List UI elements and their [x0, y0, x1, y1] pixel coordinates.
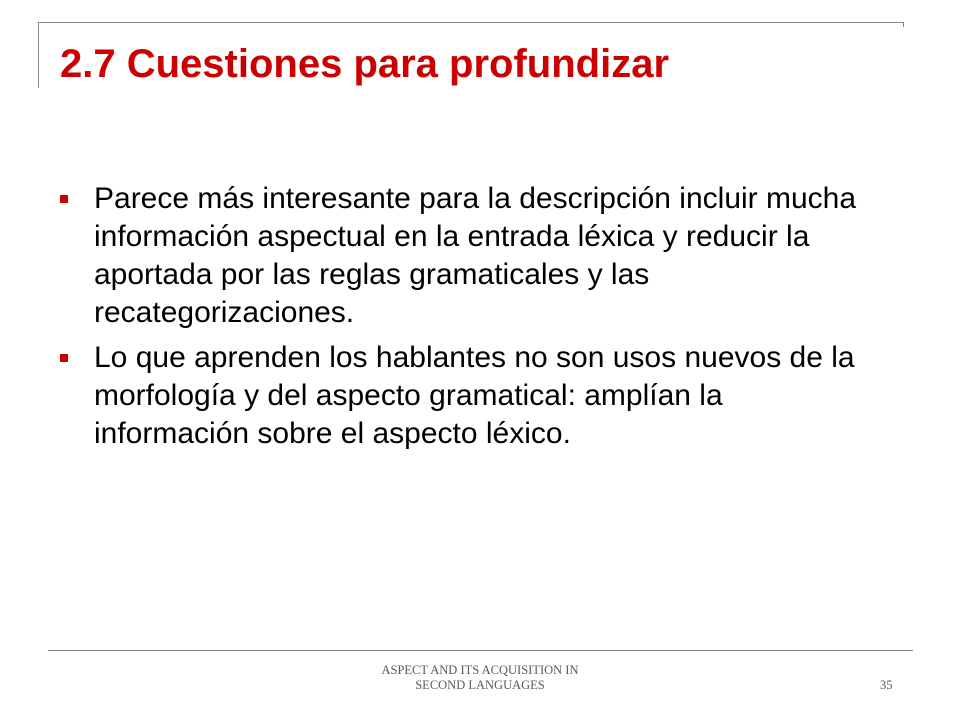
- square-bullet-icon: [60, 354, 68, 362]
- slide-title: 2.7 Cuestiones para profundizar: [60, 42, 670, 86]
- frame-top-line: [38, 22, 904, 23]
- bullet-item: [60, 339, 880, 453]
- square-bullet-icon: [60, 195, 68, 203]
- bullet-list: [60, 180, 880, 460]
- footer-line-2: SECOND LANGUAGES: [415, 678, 545, 692]
- footer-line-1: ASPECT AND ITS ACQUISITION IN: [381, 663, 579, 677]
- frame-left-line: [38, 22, 39, 88]
- frame-right-line: [903, 22, 904, 27]
- bullet-text: Lo que aprenden los hablantes no son usos nuevos de la morfología y del aspecto gramatical: amplían la información sobre el aspecto léxico.: [94, 341, 855, 450]
- page-number: 35: [880, 678, 893, 692]
- bullet-text: Parece más interesante para la descripción incluir mucha información aspectual en la entrada léxica y reducir la aportada por las reglas gramaticales y las recategorizaciones.: [94, 182, 857, 329]
- footer-text: [340, 663, 620, 693]
- bullet-item: [60, 180, 880, 332]
- footer-rule: [48, 650, 913, 651]
